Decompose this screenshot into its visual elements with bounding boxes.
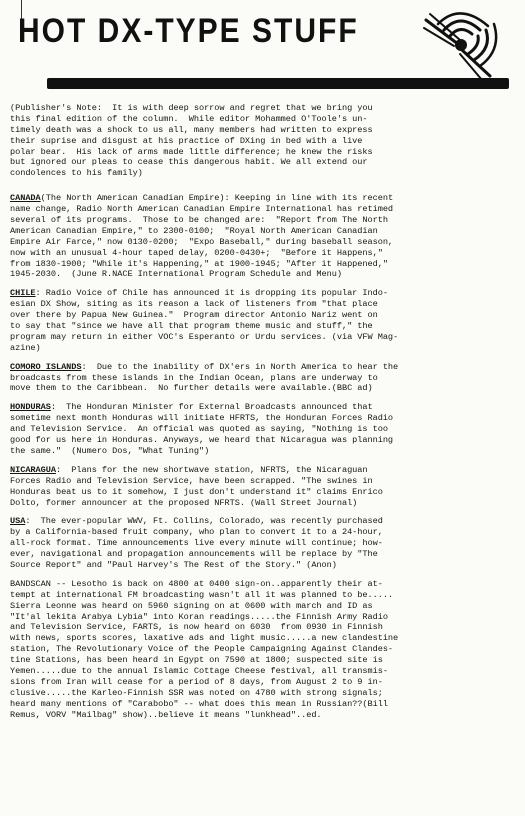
line-text: station, The Revolutionary Voice of the People Campaigning Against Clandes- bbox=[10, 644, 394, 655]
country-heading: CHILE bbox=[10, 288, 36, 299]
text-line bbox=[10, 269, 518, 280]
text-line bbox=[10, 383, 518, 394]
country-heading: CANADA bbox=[10, 193, 41, 204]
line-text: several of its programs. Those to be changed are: "Report from The North bbox=[10, 215, 388, 226]
text-line bbox=[10, 465, 518, 476]
text-line bbox=[10, 321, 518, 332]
line-text: Dolto, former announcer at the proposed NFRTS. (Wall Street Journal) bbox=[10, 497, 358, 508]
line-text: (Publisher's Note: It is with deep sorrow and regret that we bring you bbox=[10, 103, 373, 113]
line-text: their suprise and disgust at his practice of DXing in bed with a live bbox=[10, 135, 363, 146]
line-text: program may return in either VOC's Esperanto or Urdu services. (via VFW Mag- bbox=[10, 331, 399, 342]
text-line bbox=[10, 193, 518, 204]
country-heading: COMORO ISLANDS bbox=[10, 361, 82, 372]
paragraph-usa bbox=[10, 516, 518, 570]
line-text: condolences to his family) bbox=[10, 168, 143, 179]
text-line bbox=[10, 612, 518, 623]
country-heading: HONDURAS bbox=[10, 402, 51, 413]
text-line bbox=[10, 699, 518, 710]
page-title: HOT DX-TYPE STUFF bbox=[18, 12, 359, 50]
text-line bbox=[10, 498, 518, 509]
text-line bbox=[10, 446, 518, 457]
radio-antenna-waves-icon bbox=[420, 6, 502, 84]
text-line bbox=[10, 402, 518, 413]
text-line bbox=[10, 288, 518, 299]
text-line bbox=[10, 103, 518, 114]
line-text: with news, sports scores, laxative ads and light music.....a new clandestine bbox=[10, 633, 399, 644]
line-text: tempt at international FM broadcasting wasn't all it was planned to be..... bbox=[10, 589, 394, 600]
country-heading: NICARAGUA bbox=[10, 464, 56, 475]
text-line bbox=[10, 516, 518, 527]
text-line bbox=[10, 310, 518, 321]
text-line bbox=[10, 226, 518, 237]
line-text: Yemen.....due to the annual Islamic Cottage Cheese festival, all transmis- bbox=[10, 665, 388, 676]
line-text: sions from Iran will cease for a period of 8 days, from August 2 to 9 in- bbox=[10, 676, 383, 687]
line-text: all-rock format. Time announcements live every minute will continue; how- bbox=[10, 538, 383, 549]
text-line bbox=[10, 710, 518, 721]
text-line bbox=[10, 125, 518, 136]
line-text: esian DX Show, siting as its reason a lack of listeners from "that place bbox=[10, 299, 378, 310]
text-line bbox=[10, 538, 518, 549]
line-text: good for us here in Honduras. Anyways, we heard that Nicaragua was planning bbox=[10, 435, 394, 446]
text-line bbox=[10, 560, 518, 571]
line-text: azine) bbox=[10, 342, 41, 353]
text-line bbox=[10, 114, 518, 125]
text-line bbox=[10, 332, 518, 343]
paragraph-comoro bbox=[10, 362, 518, 395]
line-text: American Canadian Empire," to 2300-0100; "Royal North American Canadian bbox=[10, 225, 378, 236]
text-line bbox=[10, 237, 518, 248]
line-text: name change, Radio North American Canadian Empire International has retimed bbox=[10, 204, 394, 215]
line-text: : Plans for the new shortwave station, NFRTS, the Nicaraguan bbox=[55, 464, 368, 475]
text-line bbox=[10, 644, 518, 655]
line-text: and Television Service. An official was quoted as saying, "Nothing is too bbox=[10, 424, 388, 435]
text-line bbox=[10, 147, 518, 158]
text-line bbox=[10, 590, 518, 601]
line-text: : The Honduran Minister for External Broadcasts announced that bbox=[50, 402, 373, 413]
text-line bbox=[10, 424, 518, 435]
line-text: "It'al lekita Arabya Lybia" into Koran readings.....the Finnish Army Radio bbox=[10, 611, 388, 622]
line-text: Honduras beat us to it somehow, I just don't understand it" claims Enrico bbox=[10, 486, 383, 497]
text-line bbox=[10, 688, 518, 699]
text-line bbox=[10, 666, 518, 677]
line-text: Sierra Leonne was heard on 5960 signing on at 0600 with march and ID as bbox=[10, 600, 373, 611]
line-text: Forces Radio and Television Service, have been scrapped. "The swines in bbox=[10, 475, 373, 486]
text-line bbox=[10, 487, 518, 498]
paragraph-chile bbox=[10, 288, 518, 353]
paragraph-bandscan bbox=[10, 579, 518, 721]
text-line bbox=[10, 157, 518, 168]
line-text: over there by Papua New Guinea." Program director Antonio Nariz went on bbox=[10, 310, 378, 321]
paragraph-publishers-note bbox=[10, 103, 518, 179]
line-text: Source Report" and "Paul Harvey's The Rest of the Story." (Anon) bbox=[10, 559, 337, 570]
text-line bbox=[10, 579, 518, 590]
line-text: polar bear. His lack of arms made little difference; he knew the risks bbox=[10, 146, 373, 157]
text-line bbox=[10, 527, 518, 538]
line-text: sometime next month Honduras will initiate HFRTS, the Honduran Forces Radio bbox=[10, 413, 394, 424]
text-line bbox=[10, 476, 518, 487]
text-line bbox=[10, 633, 518, 644]
text-line bbox=[10, 204, 518, 215]
line-text: this final edition of the column. While editor Mohammed O'Toole's un- bbox=[10, 113, 368, 124]
text-line bbox=[10, 168, 518, 179]
title-underline-bar bbox=[47, 78, 509, 89]
line-text: broadcasts from these islands in the Indian Ocean, plans are underway to bbox=[10, 372, 378, 383]
country-heading: USA bbox=[10, 516, 26, 527]
line-text: by a California-based fruit company, who plan to convert it to a 24-hour, bbox=[10, 527, 383, 538]
text-line bbox=[10, 549, 518, 560]
text-line bbox=[10, 248, 518, 259]
line-text: now with an unusual 4-hour taped delay, 0200-0430+; "Before it Happens," bbox=[10, 247, 383, 258]
line-text: tine Stations, has been heard in Egypt on 7590 at 1800; suspected site is bbox=[10, 655, 383, 666]
line-text: : The ever-popular WWV, Ft. Collins, Colorado, was recently purchased bbox=[25, 516, 383, 527]
column-body bbox=[10, 103, 518, 728]
text-line bbox=[10, 622, 518, 633]
line-text: ever, navigational and propagation announcements will be replace by "The bbox=[10, 549, 378, 560]
text-line bbox=[10, 601, 518, 612]
line-text: (The North American Canadian Empire): Keeping in line with its recent bbox=[40, 193, 394, 204]
line-text: but ignored our pleas to cease this dangerous habit. We all extend our bbox=[10, 157, 368, 168]
text-line bbox=[10, 343, 518, 354]
line-text: and Television Service, FARTS, is now heard on 6030 from 0930 in Finnish bbox=[10, 622, 383, 633]
line-text: to say that "since we have all that program theme music and stuff," the bbox=[10, 321, 373, 332]
line-text: heard many mentions of "Carabobo" -- what does this mean in Russian??(Bill bbox=[10, 698, 388, 709]
text-line bbox=[10, 215, 518, 226]
paragraph-honduras bbox=[10, 402, 518, 456]
line-text: : Radio Voice of Chile has announced it is dropping its popular Indo- bbox=[35, 288, 388, 299]
paragraph-nicaragua bbox=[10, 465, 518, 509]
paragraph-canada bbox=[10, 193, 518, 280]
line-text: the same." (Numero Dos, "What Tuning") bbox=[10, 445, 210, 456]
text-line bbox=[10, 413, 518, 424]
line-text: 1945-2030. (June R.NACE International Program Schedule and Menu) bbox=[10, 269, 342, 280]
line-text: clusive.....the Karleo-Finnish SSR was noted on 4780 with strong signals; bbox=[10, 687, 383, 698]
line-text: Empire Air Farce," now 0130-0200; "Expo Baseball," during baseball season, bbox=[10, 236, 394, 247]
text-line bbox=[10, 677, 518, 688]
line-text: BANDSCAN -- Lesotho is back on 4800 at 0400 sign-on..apparently their at- bbox=[10, 578, 383, 589]
text-line bbox=[10, 259, 518, 270]
line-text: timely death was a shock to us all, many members had written to express bbox=[10, 124, 373, 135]
text-line bbox=[10, 136, 518, 147]
text-line bbox=[10, 435, 518, 446]
line-text: Remus, VORV "Mailbag" show)..believe it means "lunkhead"..ed. bbox=[10, 709, 322, 720]
text-line bbox=[10, 655, 518, 666]
line-text: move them to the Caribbean. No further details were available.(BBC ad) bbox=[10, 383, 373, 394]
text-line bbox=[10, 373, 518, 384]
line-text: from 1830-1900; "While it's Happening," at 1900-1945; "After it Happened," bbox=[10, 258, 388, 269]
text-line bbox=[10, 362, 518, 373]
line-text: : Due to the inability of DX'ers in North America to hear the bbox=[81, 361, 399, 372]
text-line bbox=[10, 299, 518, 310]
